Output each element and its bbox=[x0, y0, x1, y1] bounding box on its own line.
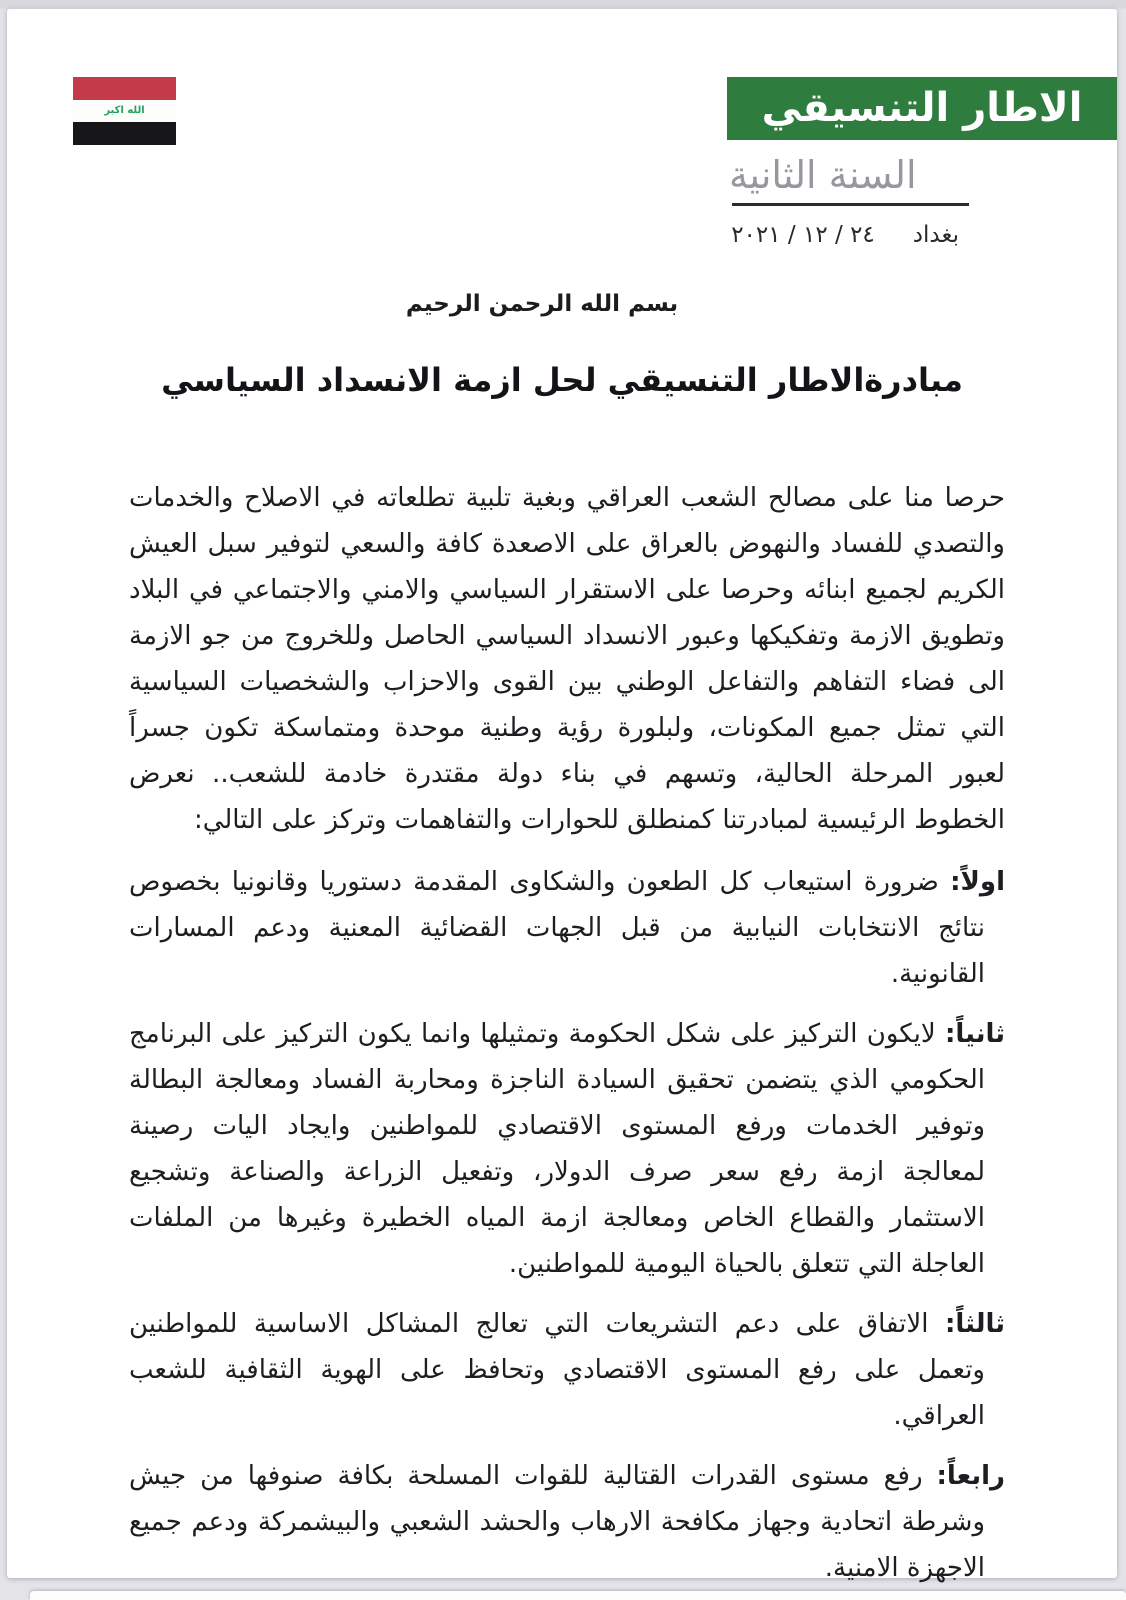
section-third-label: ثالثاً: bbox=[944, 1309, 1005, 1339]
flag-takbir-text: الله اكبر bbox=[104, 105, 145, 116]
document-page bbox=[7, 9, 1117, 1583]
year-subtitle: السنة الثانية bbox=[729, 153, 917, 197]
document-body bbox=[129, 475, 1005, 1591]
section-first bbox=[129, 859, 1005, 997]
section-second-text: لايكون التركيز على شكل الحكومة وتمثيلها وانما يكون التركيز على البرنامج الحكومي الذي يتضمن تحقيق السيادة الناجزة ومحاربة الفساد ومعالجة البطالة وتوفير الخدمات ورفع المستوى الاقتصادي للمواطنين وايجاد اليات رصينة لمعالجة ازمة رفع سعر صرف الدولار، وتفعيل الزراعة والصناعة وتشجيع الاستثمار والقطاع الخاص ومعالجة ازمة المياه الخطيرة وغيرها من الملفات العاجلة التي تتعلق بالحياة اليومية للمواطنين. bbox=[129, 1019, 985, 1279]
flag-white-stripe bbox=[73, 100, 176, 122]
section-second-label: ثانياً: bbox=[944, 1019, 1006, 1049]
section-fourth-text: رفع مستوى القدرات القتالية للقوات المسلحة بكافة صنوفها من جيش وشرطة اتحادية وجهاز مكافحة الارهاب والحشد الشعبي والبيشمركة ودعم جميع الاجهزة الامنية. bbox=[129, 1461, 985, 1583]
subtitle-divider bbox=[732, 203, 969, 206]
next-page-edge bbox=[30, 1591, 1126, 1600]
bismillah: بسم الله الرحمن الرحيم bbox=[405, 291, 679, 317]
date-value: ٢٤ / ١٢ / ٢٠٢١ bbox=[731, 222, 875, 248]
org-banner bbox=[727, 77, 1117, 140]
section-first-label: اولاً: bbox=[950, 867, 1005, 897]
section-fourth-label: رابعاً: bbox=[936, 1461, 1005, 1491]
document-title: مبادرةالاطار التنسيقي لحل ازمة الانسداد السياسي bbox=[161, 361, 963, 399]
intro-paragraph: حرصا منا على مصالح الشعب العراقي وبغية تلبية تطلعاته في الاصلاح والخدمات والتصدي للفساد والنهوض بالعراق على الاصعدة كافة والسعي لتوفير سبل العيش الكريم لجميع ابنائه وحرصا على الاستقرار السياسي والامني والاجتماعي في البلاد وتطويق الازمة وتفكيكها وعبور الانسداد السياسي الحاصل وللخروج من جو الازمة الى فضاء التفاهم والتفاعل الوطني بين القوى والاحزاب والشخصيات السياسية التي تمثل جميع المكونات، ولبلورة رؤية وطنية موحدة ومتماسكة تكون جسراً لعبور المرحلة الحالية، وتسهم في بناء دولة مقتدرة خادمة للشعب.. نعرض الخطوط الرئيسية لمبادرتنا كمنطلق للحوارات والتفاهمات وتركز على التالي: bbox=[129, 483, 1005, 835]
section-first-text: ضرورة استيعاب كل الطعون والشكاوى المقدمة دستوريا وقانونيا بخصوص نتائج الانتخابات النيابية من قبل الجهات القضائية المعنية ودعم المسارات القانونية. bbox=[129, 867, 985, 989]
section-fourth bbox=[129, 1453, 1005, 1591]
iraq-flag-icon bbox=[73, 77, 176, 145]
section-third-text: الاتفاق على دعم التشريعات التي تعالج المشاكل الاساسية للمواطنين وتعمل على رفع المستوى الاقتصادي وتحافظ على الهوية الثقافية للشعب العراقي. bbox=[129, 1309, 985, 1431]
org-banner-title: الاطار التنسيقي bbox=[761, 85, 1083, 131]
flag-black-stripe bbox=[73, 122, 176, 145]
section-third bbox=[129, 1301, 1005, 1439]
dateline bbox=[731, 217, 959, 253]
flag-red-stripe bbox=[73, 77, 176, 100]
section-second bbox=[129, 1011, 1005, 1287]
city-label: بغداد bbox=[912, 222, 959, 248]
